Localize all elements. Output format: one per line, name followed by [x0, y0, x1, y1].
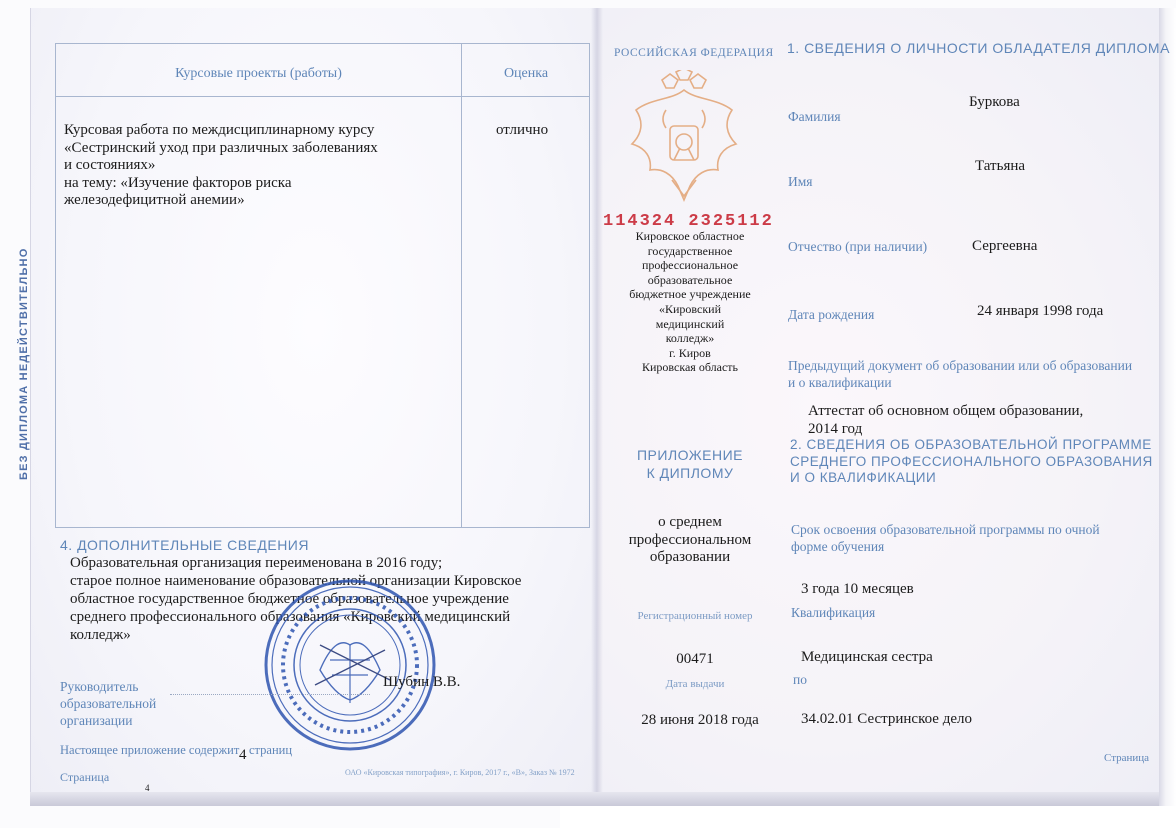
pages-note-prefix: Настоящее приложение содержит — [60, 743, 240, 757]
reg-number: 00471 — [676, 651, 714, 667]
institution-line: бюджетное учреждение — [629, 287, 751, 302]
institution-line: образовательное — [647, 272, 733, 287]
prev-doc-line: 2014 год — [808, 421, 863, 437]
specialty-value: 34.02.01 Сестринское дело — [801, 711, 972, 727]
course-work-line: железодефицитной анемии» — [64, 192, 245, 208]
name-label: Имя — [788, 174, 813, 189]
course-work-line: «Сестринский уход при различных заболеваниях — [64, 139, 378, 156]
head-label-line: Руководитель — [60, 679, 139, 694]
institution-line: «Кировский — [658, 301, 722, 316]
pages-count: 4 — [239, 747, 247, 763]
issue-date: 28 июня 2018 года — [641, 712, 759, 728]
round-seal-stamp — [260, 575, 440, 755]
page-fold — [591, 8, 603, 803]
duration-label-line: форме обучения — [791, 539, 885, 554]
prev-doc-label — [788, 357, 1132, 391]
section-1-title: 1. СВЕДЕНИЯ О ЛИЧНОСТИ ОБЛАДАТЕЛЯ ДИПЛОМА — [787, 40, 1170, 56]
qualification-label: Квалификация — [791, 605, 876, 620]
left-page-number: 4 — [145, 783, 150, 793]
additional-info-line: старое полное наименование образовательной организации Кировское — [70, 573, 522, 589]
scan-bottom-edge — [30, 792, 1159, 806]
additional-info-title: 4. ДОПОЛНИТЕЛЬНЫЕ СВЕДЕНИЯ — [60, 537, 309, 553]
appendix-title — [610, 446, 770, 482]
signature-line — [170, 693, 370, 695]
additional-info-line: среднего профессионального образования «Кировский медицинский — [70, 609, 511, 625]
prev-doc-label-line: и о квалификации — [788, 375, 892, 390]
section-2-title — [790, 437, 1153, 487]
course-work-line: Курсовая работа по междисциплинарному курсу — [64, 122, 375, 138]
issue-date-label: Дата выдачи — [665, 678, 725, 690]
prev-doc-value — [808, 402, 1083, 438]
course-work-line: на тему: «Изучение факторов риска — [64, 174, 292, 191]
duration-label — [791, 521, 1100, 555]
qualification-value: Медицинская сестра — [801, 649, 933, 665]
table-header-grade: Оценка — [503, 66, 549, 81]
scan-right-edge — [1159, 8, 1176, 808]
serial-number: 114324 2325112 — [603, 212, 774, 231]
head-label-line: организации — [60, 713, 133, 728]
specialty-label: по — [793, 672, 807, 687]
printer-note: ОАО «Кировская типография», г. Киров, 2017 г., «В», Заказ № 1972 — [345, 768, 575, 777]
table-header-divider — [56, 96, 589, 97]
reg-number-label: Регистрационный номер — [637, 610, 753, 622]
prev-doc-label-line: Предыдущий документ об образовании или об образовании — [788, 358, 1133, 373]
institution-name — [605, 229, 775, 375]
course-work-line: и состояниях» — [64, 157, 156, 173]
dob-label: Дата рождения — [788, 307, 875, 322]
additional-info-line: Образовательная организация переименована в 2016 году; — [70, 555, 443, 571]
institution-line: колледж» — [665, 331, 715, 346]
head-label-line: образовательной — [60, 696, 157, 711]
side-vertical-text: БЕЗ ДИПЛОМА НЕДЕЙСТВИТЕЛЬНО — [18, 247, 30, 480]
appendix-title-line: К ДИПЛОМУ — [646, 465, 734, 481]
institution-line: Кировское областное — [635, 229, 745, 243]
table-row — [64, 122, 378, 210]
institution-line: Кировская область — [641, 360, 738, 375]
head-of-organization-label — [60, 678, 156, 729]
diploma-level — [605, 514, 775, 567]
section-2-title-line: СРЕДНЕГО ПРОФЕССИОНАЛЬНОГО ОБРАЗОВАНИЯ — [790, 453, 1153, 469]
duration-value: 3 года 10 месяцев — [801, 581, 914, 597]
prev-doc-line: Аттестат об основном общем образовании, — [808, 403, 1084, 419]
coat-of-arms-emblem — [622, 70, 746, 210]
diploma-level-line: образовании — [649, 549, 731, 565]
table-header-projects: Курсовые проекты (работы) — [175, 66, 342, 81]
dob-value: 24 января 1998 года — [977, 303, 1104, 319]
pages-note-suffix: страниц — [249, 743, 293, 757]
table-column-divider — [461, 44, 462, 527]
duration-label-line: Срок освоения образовательной программы по очной — [791, 522, 1100, 537]
diploma-level-line: о среднем — [658, 514, 722, 530]
institution-line: медицинский — [655, 316, 725, 331]
country-header: РОССИЙСКАЯ ФЕДЕРАЦИЯ — [614, 47, 774, 59]
additional-info-line: областное государственное бюджетное образовательное учреждение — [70, 591, 509, 607]
appendix-title-line: ПРИЛОЖЕНИЕ — [636, 447, 743, 463]
right-page-label: Страница — [1104, 752, 1150, 764]
scan-bottom-strip — [560, 806, 1176, 828]
name-value: Татьяна — [975, 158, 1026, 174]
course-projects-table — [55, 43, 590, 528]
patronymic-value: Сергеевна — [972, 238, 1038, 254]
institution-line: профессиональное — [641, 258, 739, 273]
signature-name: Шубин В.В. — [383, 674, 461, 690]
surname-value: Буркова — [969, 94, 1020, 110]
course-work-grade: отлично — [496, 122, 549, 138]
institution-line: г. Киров — [669, 345, 711, 360]
patronymic-label: Отчество (при наличии) — [788, 239, 928, 254]
left-page-label: Страница — [60, 770, 110, 784]
additional-info-line: колледж» — [70, 627, 131, 643]
section-2-title-line: И О КВАЛИФИКАЦИИ — [790, 470, 937, 485]
institution-line: государственное — [647, 243, 733, 258]
section-2-title-line: 2. СВЕДЕНИЯ ОБ ОБРАЗОВАТЕЛЬНОЙ ПРОГРАММЕ — [790, 437, 1152, 452]
surname-label: Фамилия — [788, 109, 841, 124]
diploma-level-line: профессиональном — [628, 531, 752, 548]
